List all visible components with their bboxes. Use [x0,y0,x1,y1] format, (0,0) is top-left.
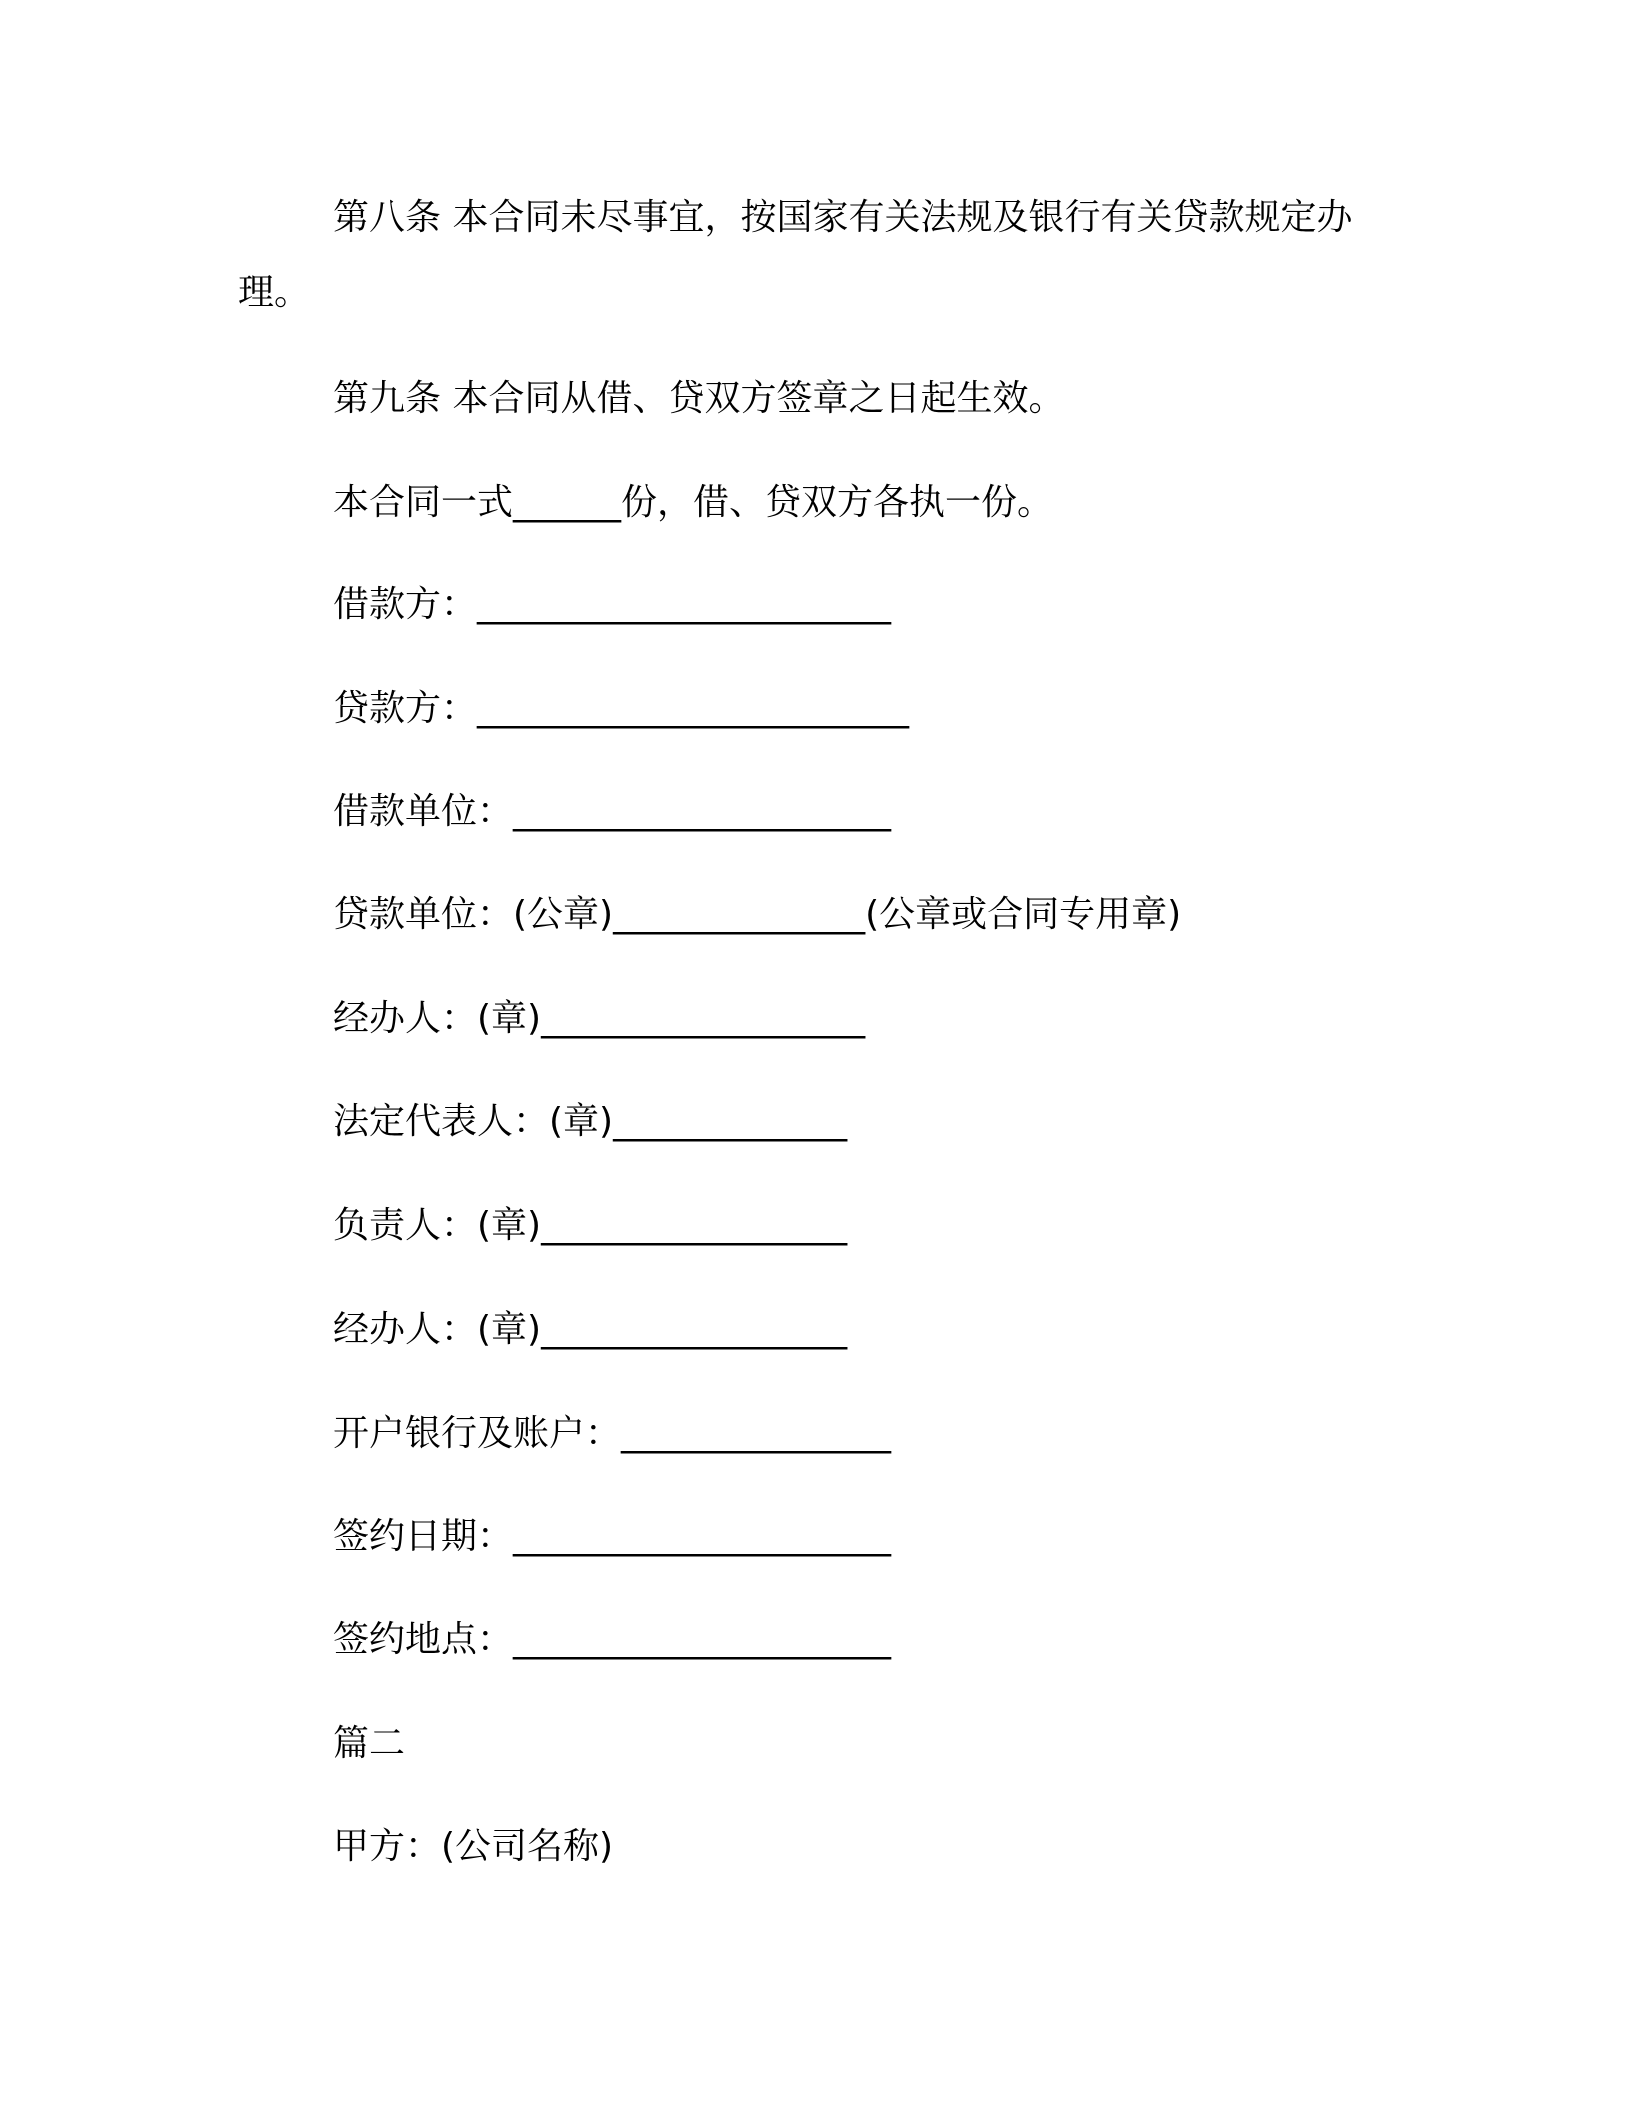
article-8-line-2: 理。 [238,272,311,313]
party-a-field: 甲方：(公司名称) [333,1826,614,1867]
lending-unit-field: 贷款单位：(公章)______________(公章或合同专用章) [333,894,1182,935]
signing-place-field: 签约地点：_____________________ [333,1619,892,1660]
handler-field-2: 经办人：(章)_________________ [333,1309,848,1350]
article-9: 第九条 本合同从借、贷双方签章之日起生效。 [333,378,1065,419]
handler-field-1: 经办人：(章)__________________ [333,998,866,1039]
bank-account-field: 开户银行及账户：_______________ [333,1413,892,1454]
copies-clause: 本合同一式______份，借、贷双方各执一份。 [333,482,1054,523]
signing-date-field: 签约日期：_____________________ [333,1516,892,1557]
legal-representative-field: 法定代表人：(章)_____________ [333,1101,848,1142]
section-2-title: 篇二 [333,1723,406,1764]
responsible-person-field: 负责人：(章)_________________ [333,1205,848,1246]
borrowing-unit-field: 借款单位：_____________________ [333,791,892,832]
article-8-line-1: 第八条 本合同未尽事宜，按国家有关法规及银行有关贷款规定办 [333,197,1353,238]
borrower-field: 借款方：_______________________ [333,584,892,625]
lender-field: 贷款方：________________________ [333,688,910,729]
